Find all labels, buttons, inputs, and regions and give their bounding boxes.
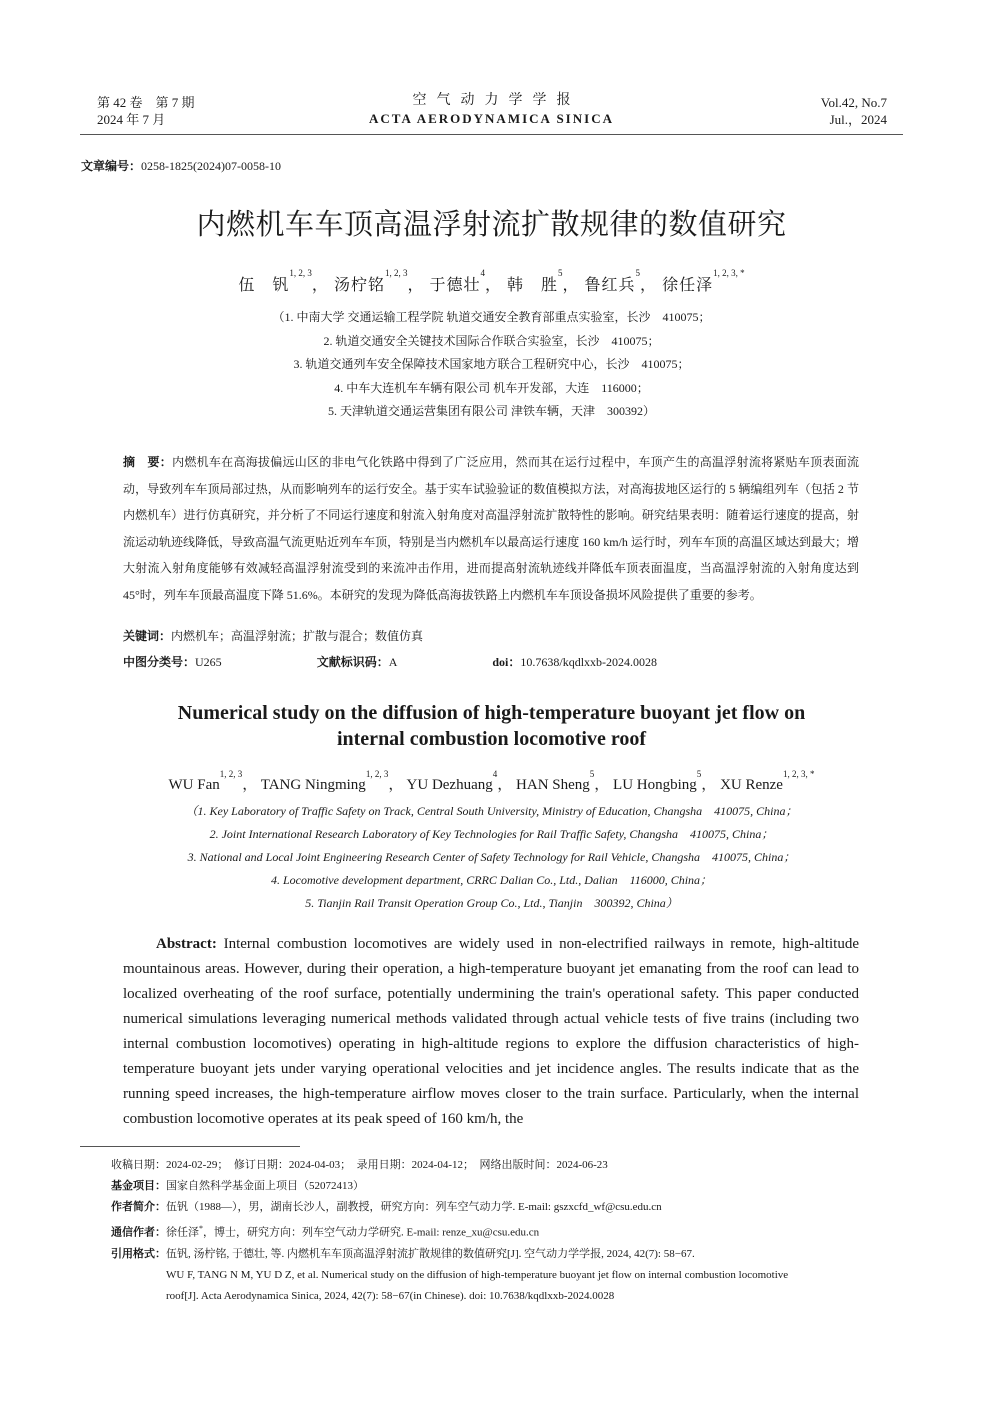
abstract-cn	[123, 449, 859, 608]
clc-number: 中图分类号：U265	[123, 655, 222, 669]
affiliations-en	[0, 800, 983, 915]
abstract-cn-text: 内燃机车在高海拔偏远山区的非电气化铁路中得到了广泛应用，然而其在运行过程中，车顶产生的高温浮射流将紧贴车顶表面流动，导致列车车顶局部过热，从而影响列车的运行安全。基于实车试验验证的数值模拟方法，对高海拔地区运行的 5 辆编组列车（包括 2 节内燃机车）进行仿真研究，并分析了不同运行速度和射流入射角度对高温浮射流扩散特性的影响。研究结果表明：随着运行速度的提高，射流运动轨迹线降低，导致高温气流更贴近列车车顶，特别是当内燃机车以最高运行速度 160 km/h 运行时，列车车顶的高温区域达到最大；增大射流入射角度能够有效减轻高温浮射流受到的来流冲击作用，进而提高射流轨迹线并降低车顶表面温度，当高温浮射流的入射角度达到 45°时，列车车顶最高温度下降 51.6%。本研究的发现为降低高海拔铁路上内燃机车车顶设备损坏风险提供了重要的参考。	[123, 455, 859, 602]
author-cn: 汤柠铭$^{1, 2, 3}$，	[333, 268, 425, 294]
header-date: 2024 年 7 月	[97, 112, 166, 127]
footnote-citation-en-cont: roof[J]. Acta Aerodynamica Sinica, 2024, 42(7): 58−67(in Chinese). doi: 10.7638/kqdlxxb-2024.0028	[166, 1289, 615, 1302]
author-cn: 鲁红兵$^5$，	[584, 268, 658, 294]
affiliation-en: （1. Key Laboratory of Traffic Safety on Track, Central South University, Ministry of Education, Changsha 410075, China；	[185, 804, 798, 818]
footnote-fund: 基金项目：国家自然科学基金面上项目（52072413）	[111, 1180, 364, 1192]
journal-name-en: ACTA AERODYNAMICA SINICA	[369, 111, 614, 126]
author-cn: 徐任泽$^{1, 2, 3, *}$	[662, 268, 745, 294]
header-month: Jul.，2024	[829, 112, 887, 127]
title-en	[0, 700, 983, 752]
header-vol-no: Vol.42, No.7	[820, 95, 887, 110]
footnote-citation-cn: 引用格式：伍钒, 汤柠铭, 于德壮, 等. 内燃机车车顶高温浮射流扩散规律的数值研究[J]. 空气动力学学报, 2024, 42(7): 58−67.	[111, 1247, 695, 1260]
title-en-line: Numerical study on the diffusion of high-temperature buoyant jet flow on	[177, 702, 806, 724]
classification	[123, 653, 749, 670]
author-en: WU Fan$^{1, 2, 3}$，	[168, 769, 258, 793]
keywords-cn-text: 内燃机车；高温浮射流；扩散与混合；数值仿真	[171, 629, 424, 643]
authors-en	[0, 769, 983, 794]
header-volume-en	[821, 94, 887, 128]
keywords-cn-label: 关键词：	[123, 629, 172, 643]
footnote-dates: 收稿日期：2024-02-29； 修订日期：2024-04-03； 录用日期：2024-04-12； 网络出版时间：2024-06-23	[111, 1159, 608, 1171]
affiliation-cn: 3. 轨道交通列车安全保障技术国家地方联合工程研究中心，长沙 410075；	[293, 357, 690, 371]
author-cn: 于德壮$^4$，	[429, 268, 502, 294]
abstract-en	[123, 932, 859, 1132]
affiliation-cn: 5. 天津轨道交通运营集团有限公司 津铁车辆，天津 300392）	[327, 404, 655, 418]
affiliations-cn	[0, 306, 983, 424]
abstract-en-label: Abstract:	[156, 936, 217, 952]
author-cn: 韩 胜$^5$，	[507, 268, 580, 294]
author-en: TANG Ningming$^{1, 2, 3}$，	[260, 769, 404, 793]
author-en: HAN Sheng$^5$，	[516, 769, 610, 793]
title-cn: 内燃机车车顶高温浮射流扩散规律的数值研究	[196, 207, 787, 241]
author-cn: 伍 钒$^{1, 2, 3}$，	[238, 268, 329, 294]
footnote-author-bio: 作者简介：伍钒（1988—），男，湖南长沙人，副教授，研究方向：列车空气动力学. E-mail: gszxcfd_wf@csu.edu.cn	[111, 1201, 662, 1213]
keywords-cn	[123, 627, 423, 644]
document-code: 文献标识码：A	[316, 655, 398, 669]
article-number-label: 文章编号：	[81, 159, 142, 173]
affiliation-en: 2. Joint International Research Laboratory of Key Technologies for Rail Traffic Safety, Changsha 410075, China；	[209, 827, 774, 841]
author-en: LU Hongbing$^5$，	[613, 769, 717, 793]
abstract-cn-label: 摘 要：	[123, 455, 173, 469]
abstract-en-text: Internal combustion locomotives are widely used in non-electrified railways in remote, high-altitude mountainous areas. However, during their operation, a high-temperature buoyant jet emanating from the roof can lead to localized overheating of the roof surface, potentially undermining the train's operational safety. This paper conducted numerical simulations leveraging numerical methods validated through actual vehicle tests of five trains (including two internal combustion locomotives) operating in high-altitude regions to explore the diffusion characteristics of high-temperature buoyant jets under varying operational velocities and jet incidence angles. The results indicate that as the running speed increases, the high-temperature airflow moves closer to the train surface. Particularly, when the internal combustion locomotive operates at its peak speed of 160 km/h, the	[123, 936, 860, 1127]
affiliation-cn: 2. 轨道交通安全关键技术国际合作联合实验室，长沙 410075；	[323, 333, 660, 348]
author-en: XU Renze$^{1, 2, 3, *}$	[720, 769, 815, 793]
header-rule	[80, 134, 903, 135]
journal-name-cn: 空气动力学学报	[412, 93, 581, 108]
affiliation-en: 3. National and Local Joint Engineering Research Center of Safety Technology for Rail Vehicle, Changsha 410075, China；	[187, 850, 796, 864]
header-volume: 第 42 卷 第 7 期	[97, 95, 195, 110]
doi-link[interactable]: 10.7638/kqdlxxb-2024.0028	[489, 1289, 615, 1302]
author-en: YU Dezhuang$^4$，	[406, 769, 513, 793]
affiliation-en: 4. Locomotive development department, CRRC Dalian Co., Ltd., Dalian 116000, China；	[270, 873, 713, 887]
affiliation-cn: 4. 中车大连机车车辆有限公司 机车开发部，大连 116000；	[334, 380, 649, 395]
affiliation-en: 5. Tianjin Rail Transit Operation Group Co., Ltd., Tianjin 300392, China）	[305, 896, 678, 910]
title-en-line: internal combustion locomotive roof	[336, 728, 647, 750]
doi: doi：10.7638/kqdlxxb-2024.0028	[492, 655, 658, 669]
author-email-link[interactable]: gszxcfd_wf@csu.edu.cn	[553, 1201, 662, 1213]
affiliation-cn: （1. 中南大学 交通运输工程学院 轨道交通安全教育部重点实验室，长沙 410075；	[272, 310, 711, 324]
corresponding-email-link[interactable]: renze_xu@csu.edu.cn	[442, 1226, 540, 1239]
footnotes	[111, 1155, 903, 1307]
footnote-rule	[80, 1146, 300, 1147]
article-number	[81, 157, 281, 174]
footnote-corresponding: 通信作者：徐任泽*，博士，研究方向：列车空气动力学研究. E-mail: renze_xu@csu.edu.cn	[111, 1224, 540, 1239]
footnote-citation-en: WU F, TANG N M, YU D Z, et al. Numerical study on the diffusion of high-temperature buoyant jet flow on internal combustion locomotive	[166, 1268, 789, 1281]
authors-cn	[0, 268, 983, 295]
article-number-value: 0258-1825(2024)07-0058-10	[141, 159, 281, 173]
